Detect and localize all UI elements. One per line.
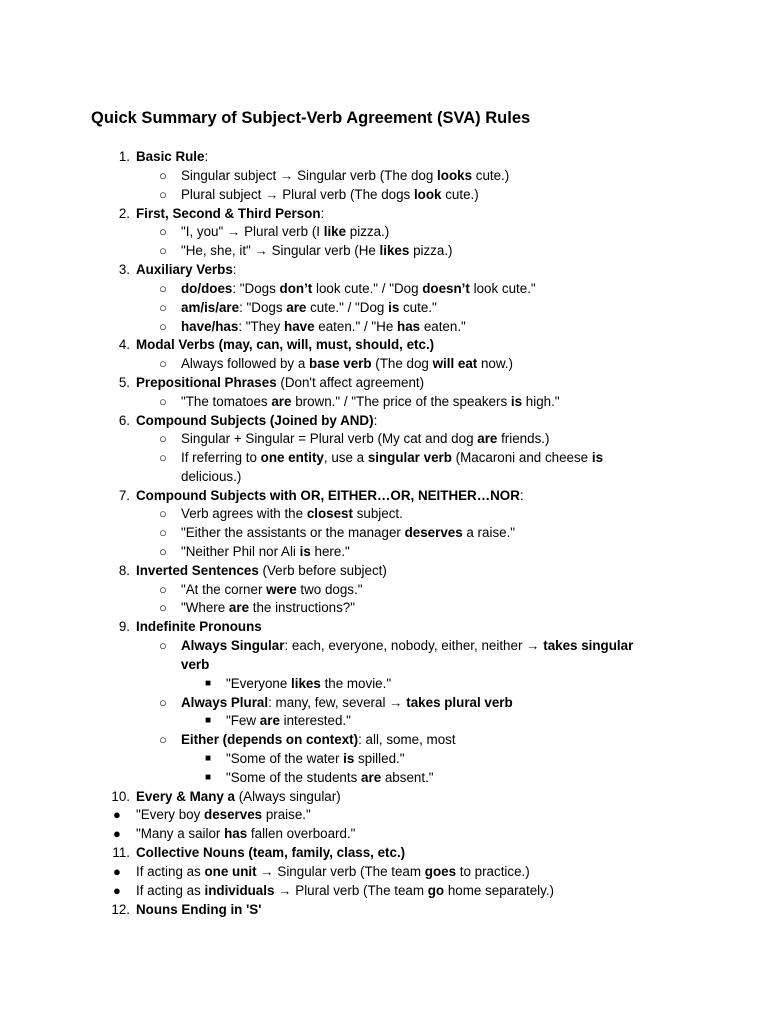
list-item xyxy=(159,430,550,448)
bold-text: like xyxy=(323,224,347,239)
bullet-icon: ○ xyxy=(159,243,167,258)
list-number: 9. xyxy=(118,619,130,634)
bold-text: one entity xyxy=(260,450,324,465)
text: "He, she, it" → Singular verb (He xyxy=(181,243,380,258)
text: praise." xyxy=(262,807,311,822)
text: cute.) xyxy=(441,187,479,202)
bold-text: individuals xyxy=(204,883,275,898)
text: : each, everyone, nobody, either, neither → xyxy=(284,638,544,653)
bullet-icon: ○ xyxy=(159,732,167,747)
list-item xyxy=(113,825,356,843)
list-item xyxy=(159,637,634,655)
list-item-numbered xyxy=(111,788,341,806)
text: absent." xyxy=(381,770,434,785)
text: look cute." xyxy=(469,281,536,296)
list-item xyxy=(113,806,311,824)
bold-text: is xyxy=(299,544,311,559)
list-item-numbered xyxy=(118,562,387,580)
bold-text: has xyxy=(224,826,248,841)
text: eaten." / "He xyxy=(314,319,398,334)
bold-text: verb xyxy=(181,657,210,672)
list-number: 11. xyxy=(112,845,130,860)
list-item xyxy=(113,863,530,881)
list-item xyxy=(205,675,392,693)
bullet-icon: ○ xyxy=(159,394,167,409)
list-item-numbered xyxy=(118,374,425,392)
bold-text: is xyxy=(343,751,355,766)
text: "Where xyxy=(181,600,229,615)
text: interested." xyxy=(279,713,351,728)
bold-text: has xyxy=(397,319,421,334)
bold-text: doesn’t xyxy=(422,281,470,296)
bold-text: Inverted Sentences xyxy=(136,563,259,578)
bold-text: are xyxy=(259,713,280,728)
bullet-icon: ● xyxy=(113,826,121,841)
list-item-numbered xyxy=(118,412,378,430)
text: friends.) xyxy=(497,431,550,446)
list-item xyxy=(159,167,510,185)
list-item xyxy=(159,524,516,542)
text: the instructions?" xyxy=(249,600,356,615)
list-item xyxy=(159,242,453,260)
text: brown." / "The price of the speakers xyxy=(291,394,511,409)
bold-text: have/has xyxy=(181,319,239,334)
list-number: 7. xyxy=(118,488,130,503)
text: (Macaroni and cheese xyxy=(451,450,592,465)
list-number: 12. xyxy=(111,902,130,917)
text: look cute." / "Dog xyxy=(312,281,423,296)
bold-text: First, Second & Third Person xyxy=(136,206,321,221)
bold-text: is xyxy=(591,450,604,465)
bullet-icon: ○ xyxy=(159,168,167,183)
bold-text: is xyxy=(510,394,523,409)
bold-text: Compound Subjects (Joined by AND) xyxy=(136,413,374,428)
text: → Plural verb (The team xyxy=(274,883,428,898)
text: If acting as xyxy=(136,864,205,879)
text: : "Dogs xyxy=(232,281,280,296)
text: "Every boy xyxy=(136,807,205,822)
bold-text: base verb xyxy=(309,356,372,371)
text: Verb agrees with the xyxy=(181,506,307,521)
text: now.) xyxy=(477,356,513,371)
bullet-icon: ○ xyxy=(159,695,167,710)
text: "Either the assistants or the manager xyxy=(181,525,405,540)
list-item-numbered xyxy=(112,844,406,862)
bullet-icon: ■ xyxy=(205,772,212,783)
bullet-icon: ● xyxy=(113,807,121,822)
text: Singular subject → Singular verb (The dog xyxy=(181,168,438,183)
bold-text: Always Singular xyxy=(181,638,285,653)
list-item xyxy=(159,355,513,373)
bullet-icon: ■ xyxy=(205,753,212,764)
text: "I, you" → Plural verb (I xyxy=(181,224,324,239)
list-number: 4. xyxy=(118,337,130,352)
text: the movie." xyxy=(320,676,392,691)
bold-text: Modal Verbs (may, can, will, must, should, etc.) xyxy=(136,337,435,352)
bold-text: don’t xyxy=(279,281,313,296)
bullet-icon: ○ xyxy=(159,525,167,540)
bullet-icon: ■ xyxy=(205,715,212,726)
list-item-numbered xyxy=(118,205,325,223)
text: : "Dogs xyxy=(239,300,287,315)
text: "At the corner xyxy=(181,582,267,597)
bullet-icon: ○ xyxy=(159,356,167,371)
text: : xyxy=(320,206,325,221)
list-item xyxy=(159,505,403,523)
bold-text: deserves xyxy=(404,525,463,540)
text: fallen overboard." xyxy=(247,826,356,841)
bold-text: are xyxy=(271,394,292,409)
list-item xyxy=(159,280,536,298)
text: "Many a sailor xyxy=(136,826,225,841)
list-item xyxy=(159,393,560,411)
list-item-numbered xyxy=(118,618,262,636)
bold-text: will eat xyxy=(432,356,478,371)
bullet-icon: ■ xyxy=(205,678,212,689)
list-item xyxy=(205,750,405,768)
list-item xyxy=(159,186,479,204)
bullet-icon: ○ xyxy=(159,600,167,615)
text: here." xyxy=(310,544,350,559)
bold-text: are xyxy=(228,600,250,615)
text: two dogs." xyxy=(296,582,363,597)
text: spilled." xyxy=(354,751,405,766)
bullet-icon: ○ xyxy=(159,187,167,202)
list-item xyxy=(159,299,437,317)
list-number: 2. xyxy=(118,206,130,221)
list-item xyxy=(159,318,466,336)
list-item-continuation xyxy=(181,468,241,486)
list-number: 1. xyxy=(118,149,130,164)
bullet-icon: ● xyxy=(113,864,121,879)
bold-text: singular verb xyxy=(367,450,452,465)
text: eaten." xyxy=(420,319,466,334)
list-item xyxy=(159,694,513,712)
list-item-numbered xyxy=(118,261,237,279)
bold-text: goes xyxy=(424,864,457,879)
text: If referring to xyxy=(181,450,261,465)
list-item xyxy=(159,599,356,617)
text: cute." / "Dog xyxy=(306,300,389,315)
bold-text: are xyxy=(477,431,498,446)
bold-text: Prepositional Phrases xyxy=(136,375,277,390)
bullet-icon: ○ xyxy=(159,638,167,653)
list-number: 8. xyxy=(118,563,130,578)
text: pizza.) xyxy=(346,224,390,239)
list-item-numbered xyxy=(118,148,209,166)
bullet-icon: ○ xyxy=(159,300,167,315)
text: , use a xyxy=(323,450,368,465)
text: : xyxy=(232,262,237,277)
bullet-icon: ○ xyxy=(159,431,167,446)
text: : xyxy=(204,149,209,164)
bold-text: am/is/are xyxy=(181,300,240,315)
text: home separately.) xyxy=(444,883,555,898)
text: pizza.) xyxy=(409,243,453,258)
list-item-continuation xyxy=(181,656,209,674)
bold-text: Collective Nouns (team, family, class, etc.) xyxy=(136,845,406,860)
list-item xyxy=(159,581,363,599)
text: (Verb before subject) xyxy=(258,563,387,578)
bullet-icon: ○ xyxy=(159,224,167,239)
text: : many, few, several → xyxy=(268,695,407,710)
bold-text: one unit xyxy=(204,864,257,879)
list-number: 3. xyxy=(118,262,130,277)
text: cute.) xyxy=(472,168,510,183)
text: (The dog xyxy=(371,356,433,371)
bullet-icon: ○ xyxy=(159,582,167,597)
bold-text: closest xyxy=(306,506,353,521)
list-item xyxy=(159,223,390,241)
text: "Few xyxy=(226,713,260,728)
text: Plural subject → Plural verb (The dogs xyxy=(181,187,414,202)
bullet-icon: ○ xyxy=(159,506,167,521)
text: delicious.) xyxy=(181,469,242,484)
text: "Some of the students xyxy=(226,770,362,785)
bullet-icon: ● xyxy=(113,883,121,898)
bold-text: look xyxy=(413,187,442,202)
text: If acting as xyxy=(136,883,205,898)
text: high." xyxy=(522,394,560,409)
text: : xyxy=(519,488,524,503)
text: a raise." xyxy=(462,525,516,540)
bullet-icon: ○ xyxy=(159,450,167,465)
bold-text: Every & Many a xyxy=(136,789,235,804)
text: "Neither Phil nor Ali xyxy=(181,544,300,559)
bold-text: deserves xyxy=(204,807,263,822)
bold-text: Compound Subjects with OR, EITHER…OR, NEITHER…NOR xyxy=(136,488,520,503)
list-item xyxy=(205,712,351,730)
bold-text: likes xyxy=(291,676,321,691)
text: to practice.) xyxy=(456,864,530,879)
bullet-icon: ○ xyxy=(159,281,167,296)
text: (Don't affect agreement) xyxy=(276,375,425,390)
text: cute." xyxy=(399,300,437,315)
bold-text: were xyxy=(266,582,297,597)
bold-text: Indefinite Pronouns xyxy=(136,619,262,634)
bullet-icon: ○ xyxy=(159,544,167,559)
bold-text: Basic Rule xyxy=(136,149,205,164)
bold-text: go xyxy=(427,883,445,898)
bold-text: looks xyxy=(437,168,473,183)
bold-text: Auxiliary Verbs xyxy=(136,262,233,277)
bold-text: takes plural verb xyxy=(406,695,513,710)
bold-text: Either (depends on context) xyxy=(181,732,359,747)
text: "Some of the water xyxy=(226,751,344,766)
text: "The tomatoes xyxy=(181,394,272,409)
text: Always followed by a xyxy=(181,356,310,371)
text: Singular + Singular = Plural verb (My cat and dog xyxy=(181,431,478,446)
bold-text: is xyxy=(388,300,400,315)
list-item-numbered xyxy=(118,336,435,354)
text: → Singular verb (The team xyxy=(256,864,425,879)
bold-text: do/does xyxy=(181,281,233,296)
list-item xyxy=(159,543,350,561)
list-item xyxy=(205,769,434,787)
text: : xyxy=(373,413,378,428)
list-number: 6. xyxy=(118,413,130,428)
list-item xyxy=(159,449,604,467)
bold-text: Nouns Ending in 'S' xyxy=(136,902,262,917)
bold-text: likes xyxy=(379,243,410,258)
text: "Everyone xyxy=(226,676,292,691)
bold-text: have xyxy=(284,319,315,334)
list-item-numbered xyxy=(118,487,524,505)
page-title: Quick Summary of Subject-Verb Agreement (SVA) Rules xyxy=(91,109,531,127)
bold-text: Always Plural xyxy=(181,695,269,710)
bold-text: are xyxy=(286,300,307,315)
text: subject. xyxy=(352,506,403,521)
list-item-numbered xyxy=(111,901,262,919)
bullet-icon: ○ xyxy=(159,319,167,334)
list-number: 10. xyxy=(111,789,130,804)
bold-text: takes singular xyxy=(543,638,634,653)
text: : "They xyxy=(238,319,285,334)
bold-text: are xyxy=(361,770,382,785)
text: : all, some, most xyxy=(358,732,456,747)
text: (Always singular) xyxy=(235,789,341,804)
list-item xyxy=(159,731,456,749)
list-item xyxy=(113,882,555,900)
list-number: 5. xyxy=(118,375,130,390)
